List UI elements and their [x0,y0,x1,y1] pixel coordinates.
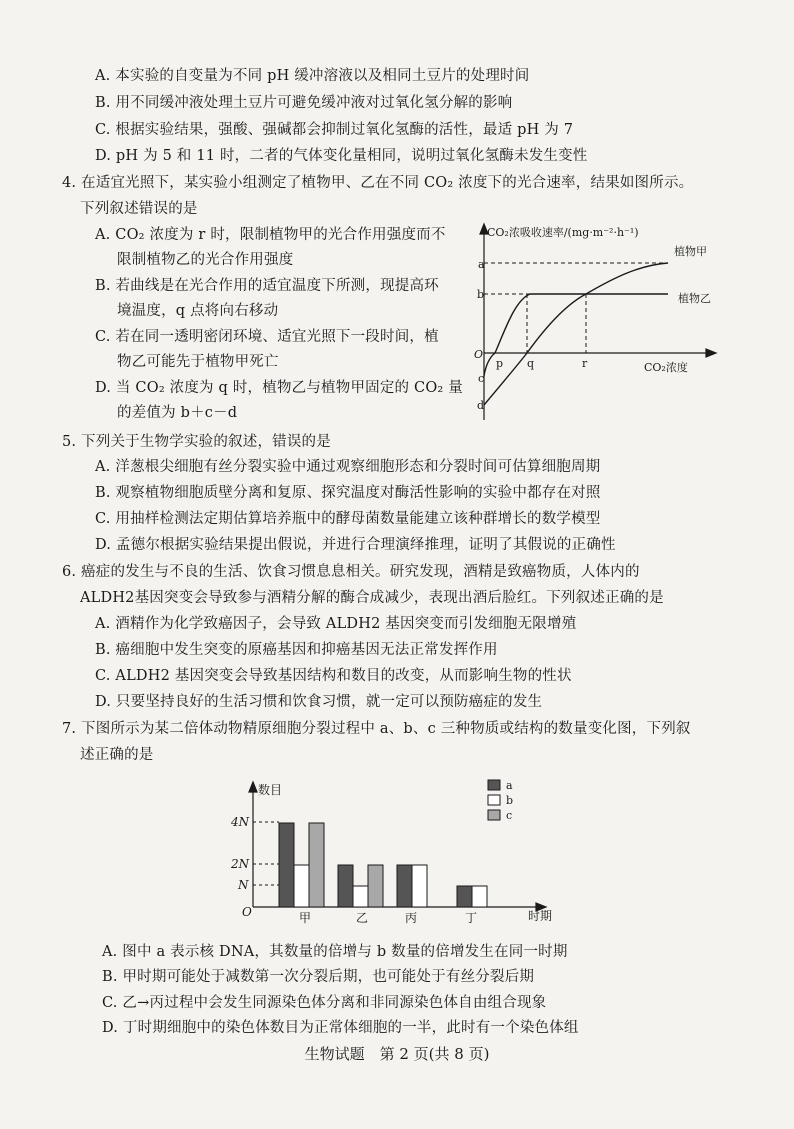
x-tick-r: r [582,357,588,370]
q4-stem-line2: 下列叙述错误的是 [80,201,198,217]
q3-option-d: D. pH 为 5 和 11 时，二者的气体变化量相同，说明过氧化氢酶未发生变性 [95,148,588,164]
bar-b-2 [412,865,427,907]
category-jia: 甲 [299,911,312,925]
q5-option-b: B. 观察植物细胞质壁分离和复原、探究温度对酶活性影响的实验中都存在对照 [95,485,601,501]
legend-swatch-c [488,810,500,820]
q6-stem-line2: ALDH2基因突变会导致参与酒精分解的酶合成减少，表现出酒后脸红。下列叙述正确的是 [80,590,664,606]
legend-label-a: a [506,779,513,792]
q4-option-b: B. 若曲线是在光合作用的适宜温度下所测，现提高环 [95,278,439,294]
q3-option-c: C. 根据实验结果，强酸、强碱都会抑制过氧化氢酶的活性，最适 pH 为 7 [95,122,574,138]
bar-c-0 [309,823,324,907]
page-footer: 生物试题 第 2 页(共 8 页) [304,1045,490,1063]
bar-b-0 [294,865,309,907]
bar-y-axis-arrow [249,782,257,792]
category-ding: 丁 [465,911,478,925]
bar-y-axis-label: 数目 [258,783,283,797]
q4-option-a-cont: 限制植物乙的光合作用强度 [117,252,294,268]
bar-a-0 [279,823,294,907]
category-yi: 乙 [356,911,369,925]
q7-option-d: D. 丁时期细胞中的染色体数目为正常体细胞的一半，此时有一个染色体组 [102,1020,579,1036]
q5-stem: 5. 下列关于生物学实验的叙述，错误的是 [62,434,331,450]
series-label-yi: 植物乙 [678,292,711,305]
y-axis-label: CO₂浓吸收速率/(mg·m⁻²·h⁻¹) [487,226,639,239]
y-tick-d: d [477,399,485,412]
q5-option-a: A. 洋葱根尖细胞有丝分裂实验中通过观察细胞形态和分裂时间可估算细胞周期 [95,459,601,475]
bar-legend [488,779,513,822]
q6-option-d: D. 只要坚持良好的生活习惯和饮食习惯，就一定可以预防癌症的发生 [95,694,543,710]
bar-x-axis-label: 时期 [528,909,553,923]
legend-swatch-b [488,795,500,805]
q6-option-c: C. ALDH2 基因突变会导致基因结构和数目的改变，从而影响生物的性状 [95,668,572,684]
bar-a-1 [338,865,353,907]
q7-option-a: A. 图中 a 表示核 DNA，其数量的倍增与 b 数量的倍增发生在同一时期 [102,944,568,960]
q4-option-b-cont: 境温度，q 点将向右移动 [117,303,279,319]
y-tick-a: a [478,258,485,271]
series-label-jia: 植物甲 [674,245,707,258]
q7-stem-line1: 7. 下图所示为某二倍体动物精原细胞分裂过程中 a、b、c 三种物质或结构的数量变化图，下列叙 [62,721,691,737]
origin-label: O [474,348,484,361]
bar-a-3 [457,886,472,907]
x-axis-label: CO₂浓度 [644,361,688,374]
bar-b-3 [472,886,487,907]
q7-stem-line2: 述正确的是 [80,747,154,763]
y-tick-c: c [478,372,485,385]
legend-label-c: c [506,809,513,822]
q4-option-a: A. CO₂ 浓度为 r 时，限制植物甲的光合作用强度而不 [95,227,446,243]
bar-origin-label: O [242,905,252,919]
q3-option-a: A. 本实验的自变量为不同 pH 缓冲溶液以及相同土豆片的处理时间 [95,68,530,84]
y-tick-b: b [477,288,485,301]
q5-option-d: D. 孟德尔根据实验结果提出假说，并进行合理演绎推理，证明了其假说的正确性 [95,537,616,553]
q4-stem-line1: 4. 在适宜光照下，某实验小组测定了植物甲、乙在不同 CO₂ 浓度下的光合速率，结果如图所示。 [62,175,694,191]
q6-option-a: A. 酒精作为化学致癌因子，会导致 ALDH2 基因突变而引发细胞无限增殖 [95,616,577,632]
q4-option-c: C. 若在同一透明密闭环境、适宜光照下一段时间，植 [95,329,439,345]
q4-option-d: D. 当 CO₂ 浓度为 q 时，植物乙与植物甲固定的 CO₂ 量 [95,380,463,396]
legend-label-b: b [506,794,514,807]
q6-stem-line1: 6. 癌症的发生与不良的生活、饮食习惯息息相关。研究发现，酒精是致癌物质，人体内的 [62,564,640,580]
x-tick-q: q [527,357,535,370]
q3-option-b: B. 用不同缓冲液处理土豆片可避免缓冲液对过氧化氢分解的影响 [95,95,513,111]
q6-option-b: B. 癌细胞中发生突变的原癌基因和抑癌基因无法正常发挥作用 [95,642,498,658]
legend-swatch-a [488,780,500,790]
category-bing: 丙 [405,911,418,925]
x-tick-p: p [496,357,504,370]
q5-option-c: C. 用抽样检测法定期估算培养瓶中的酵母菌数量能建立该种群增长的数学模型 [95,511,601,527]
bar-a-2 [397,865,412,907]
bar-c-1 [368,865,383,907]
y-tick-n: N [238,878,249,892]
q4-option-c-cont: 物乙可能先于植物甲死亡 [117,354,279,370]
bar-b-1 [353,886,368,907]
q7-option-c: C. 乙→丙过程中会发生同源染色体分离和非同源染色体自由组合现象 [102,995,547,1011]
y-tick-2n: 2N [231,857,250,871]
y-tick-4n: 4N [231,815,250,829]
q7-option-b: B. 甲时期可能处于减数第一次分裂后期，也可能处于有丝分裂后期 [102,969,535,985]
q4-option-d-cont: 的差值为 b＋c－d [117,405,238,421]
